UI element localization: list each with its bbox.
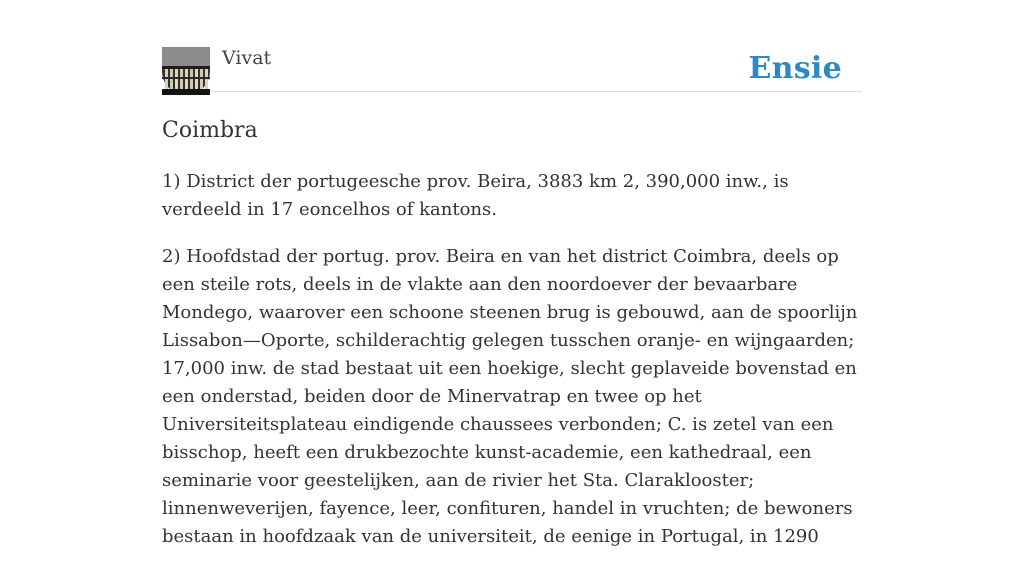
article-body bbox=[162, 168, 862, 570]
definition-paragraph: 2) Hoofdstad der portug. prov. Beira en van het district Coimbra, deels op een steile rots, deels in de vlakte aan den noordoever der bevaarbare Mondego, waarover een schoone steenen brug is gebouwd, aan de spoorlijn Lissabon—Oporte, schilderachtig gelegen tusschen oranje- en wijngaarden; 17,000 inw. de stad bestaat uit een hoekige, slecht geplaveide bovenstad en een onderstad, beiden door de Minervatrap en twee op het Universiteitsplateau eindigende chaussees verbonden; C. is zetel van een bisschop, heeft een drukbezochte kunst-academie, een kathedraal, een seminarie voor geestelijken, aan de rivier het Sta. Claraklooster; linnenweverijen, fayence, leer, confituren, handel in vruchten; de bewoners bestaan in hoofdzaak van de universiteit, de eenige in Portugal, in 1290 bbox=[162, 246, 858, 547]
avatar[interactable] bbox=[162, 47, 210, 95]
library-shelves-icon bbox=[162, 47, 210, 95]
source-name[interactable]: Vivat bbox=[222, 47, 272, 69]
header bbox=[162, 0, 862, 92]
article-page bbox=[162, 0, 862, 547]
definition-paragraph: 1) District der portugeesche prov. Beira, 3883 km 2, 390,000 inw., is verdeeld in 17 eoncelhos of kantons. bbox=[162, 171, 789, 220]
page-title: Coimbra bbox=[162, 118, 258, 143]
brand-logo[interactable]: Ensie bbox=[748, 51, 842, 86]
